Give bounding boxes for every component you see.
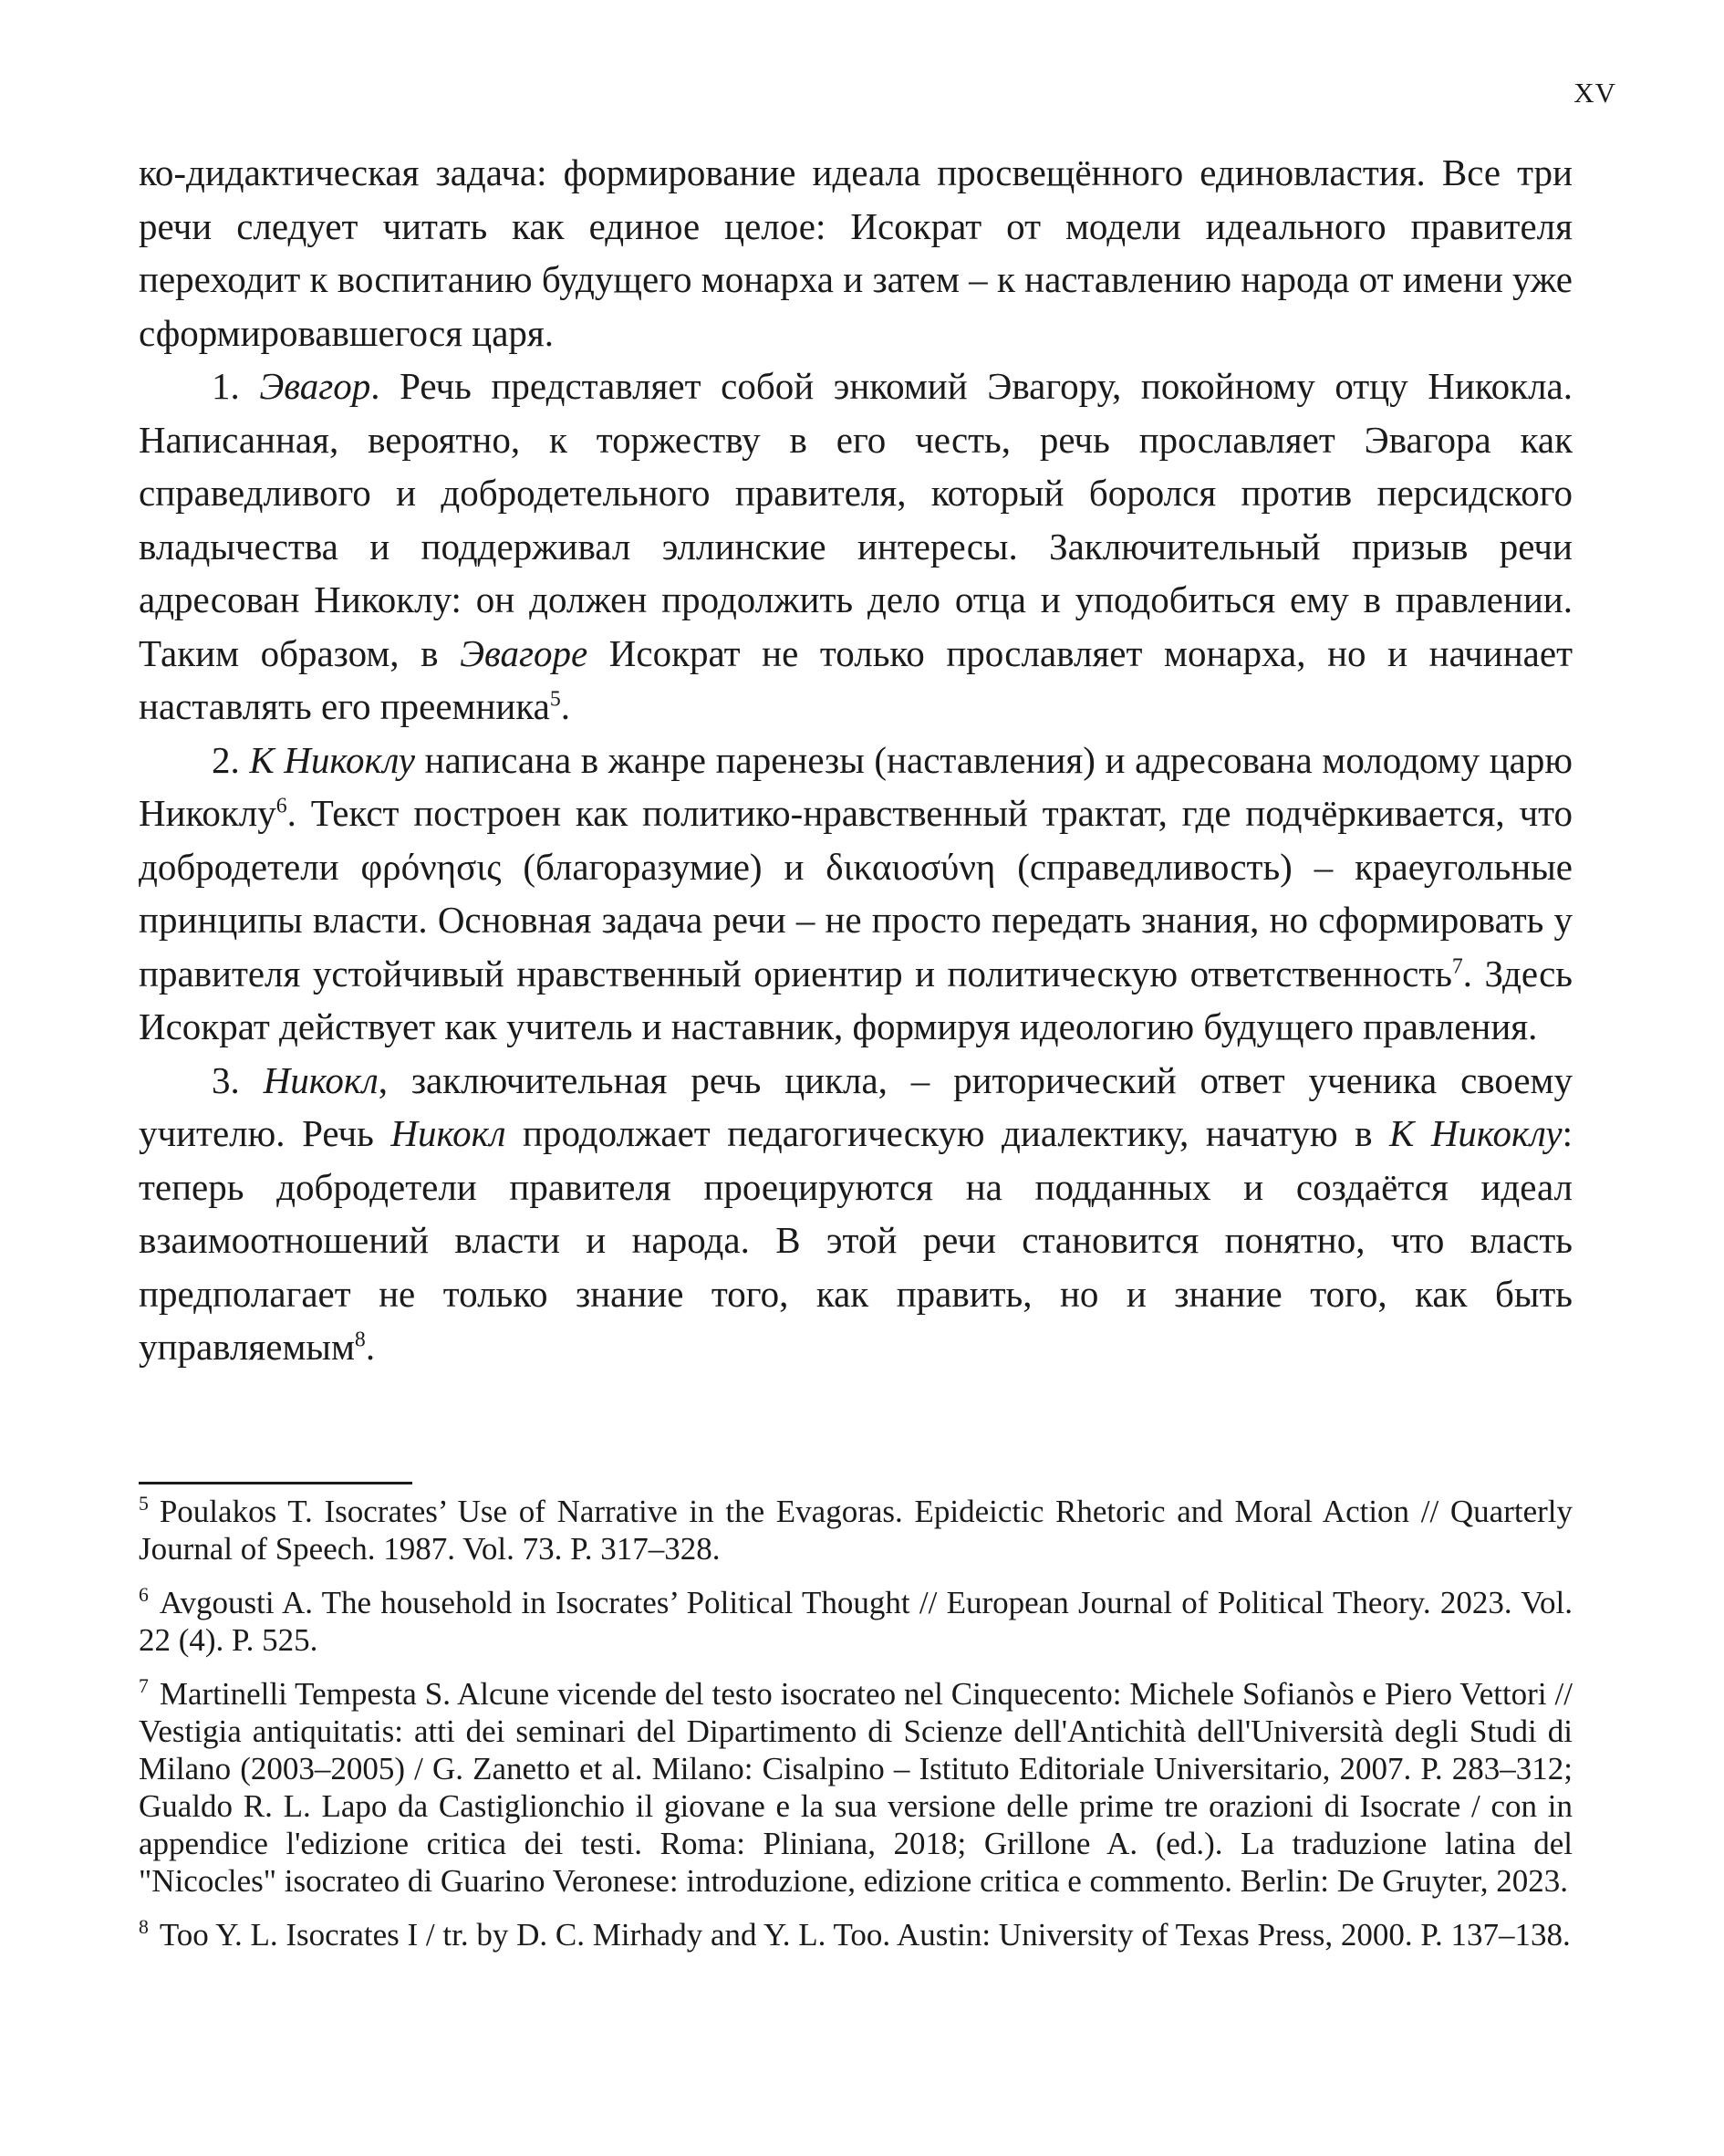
footnote-6 [139,1584,1573,1659]
work-title-to-nicocles: К Никоклу [1389,1112,1563,1154]
paragraph-nicocles [139,1054,1573,1374]
work-title-evagoras: Эвагор [259,365,371,407]
paragraph-intro: ко-дидактическая задача: формирование идеала просвещённого единовластия. Все три речи следует читать как единое целое: Исократ от модели идеального правителя переходит к воспитанию будущего монарха и затем – к наставлению народа от имени уже сформировавшегося царя. [139,151,1573,354]
footnote-8 [139,1916,1573,1953]
work-title-nicocles: Никокл [390,1112,506,1154]
footnote-text: Too Y. L. Isocrates I / tr. by D. C. Mirhady and Y. L. Too. Austin: University of Texas Press, 2000. P. 137–138. [159,1917,1571,1953]
paragraph-text: . [365,1326,376,1368]
item-number: 2. [212,738,250,781]
paragraph-text: Исократ не только прославляет монарха, но и начинает наставлять его преемника [139,631,1573,727]
footnote-ref-7[interactable]: 7 [1451,953,1463,978]
item-number: 3. [212,1058,264,1101]
footnote-number: 6 [139,1584,149,1607]
footnote-number: 5 [139,1493,149,1515]
footnote-text: Avgousti A. The household in Isocrates’ Political Thought // European Journal of Political Theory. 2023. Vol. 22 (4). P. 525. [139,1585,1573,1658]
paragraph-text: , заключительная речь цикла, – риторический ответ ученика своему учителю. Речь [139,1058,1573,1154]
paragraph-text: продолжает педагогическую диалектику, начатую в [505,1112,1390,1154]
footnotes [139,1493,1573,1970]
footnote-ref-5[interactable]: 5 [549,687,561,712]
footnote-text: Martinelli Tempesta S. Alcune vicende del testo isocrateo nel Cinquecento: Michele Sofianòs e Piero Vettori // Vestigia antiquitatis: atti dei seminari del Dipartimento di Scienze dell'Antichità dell'Università degli Studi di Milano (2003–2005) / G. Zanetto et al. Milano: Cisalpino – Istituto Editoriale Universitario, 2007. P. 283–312; Gualdo R. L. Lapo da Castiglionchio il giovane e la sua versione delle prime tre orazioni di Isocrate / con in appendice l'edizione critica dei testi. Roma: Pliniana, 2018; Grillone A. (ed.). La traduzione latina del "Nicocles" isocrateo di Guarino Veronese: introduzione, edizione critica e commento. Berlin: De Gruyter, 2023. [139,1676,1573,1899]
main-text [139,146,1573,1374]
paragraph-text: написана в жанре паренезы (наставления) и адресована молодому царю Никоклу [139,738,1573,834]
paragraph-evagoras [139,359,1573,734]
footnote-ref-6[interactable]: 6 [275,794,287,818]
work-title-to-nicocles: К Никоклу [249,738,416,781]
page-number: XV [1573,77,1616,109]
footnote-5 [139,1493,1573,1568]
paragraph-text: : теперь добродетели правителя проецируются на подданных и создаётся идеал взаимоотношений власти и народа. В этой речи становится понятно, что власть предполагает не только знание того, как править, но и знание того, как быть управляемым [139,1112,1573,1368]
paragraph-text: . [560,685,571,727]
footnote-ref-8[interactable]: 8 [354,1328,366,1352]
footnote-number: 7 [139,1675,149,1698]
work-title-nicocles: Никокл [263,1058,379,1101]
item-number: 1. [212,365,260,407]
footnote-text: Poulakos T. Isocrates’ Use of Narrative in the Evagoras. Epideictic Rhetoric and Moral Action // Quarterly Journal of Speech. 1987. Vol. 73. P. 317–328. [139,1494,1573,1567]
footnote-separator [139,1482,412,1484]
paragraph-text: . Текст построен как политико-нравственный трактат, где подчёркивается, что добродетели φρόνησις (благоразумие) и δικαιοσύνη (справедливость) – краеугольные принципы власти. Основная задача речи – не просто передать знания, но сформировать у правителя устойчивый нравственный ориентир и политическую ответственность [139,792,1573,995]
work-title-evagoras: Эвагоре [460,631,588,674]
paragraph-text: . Речь представляет собой энкомий Эвагору, покойному отцу Никокла. Написанная, вероятно, к торжеству в его честь, речь прославляет Эвагора как справедливого и добродетельного правителя, который боролся против персидского владычества и поддерживал эллинские интересы. Заключительный призыв речи адресован Никоклу: он должен продолжить дело отца и уподобиться ему в правлении. Таким образом, в [139,365,1573,674]
paragraph-to-nicocles [139,734,1573,1054]
footnote-number: 8 [139,1916,149,1939]
footnote-7 [139,1675,1573,1900]
paragraph-text: . Здесь Исократ действует как учитель и наставник, формируя идеологию будущего правления. [139,952,1573,1047]
